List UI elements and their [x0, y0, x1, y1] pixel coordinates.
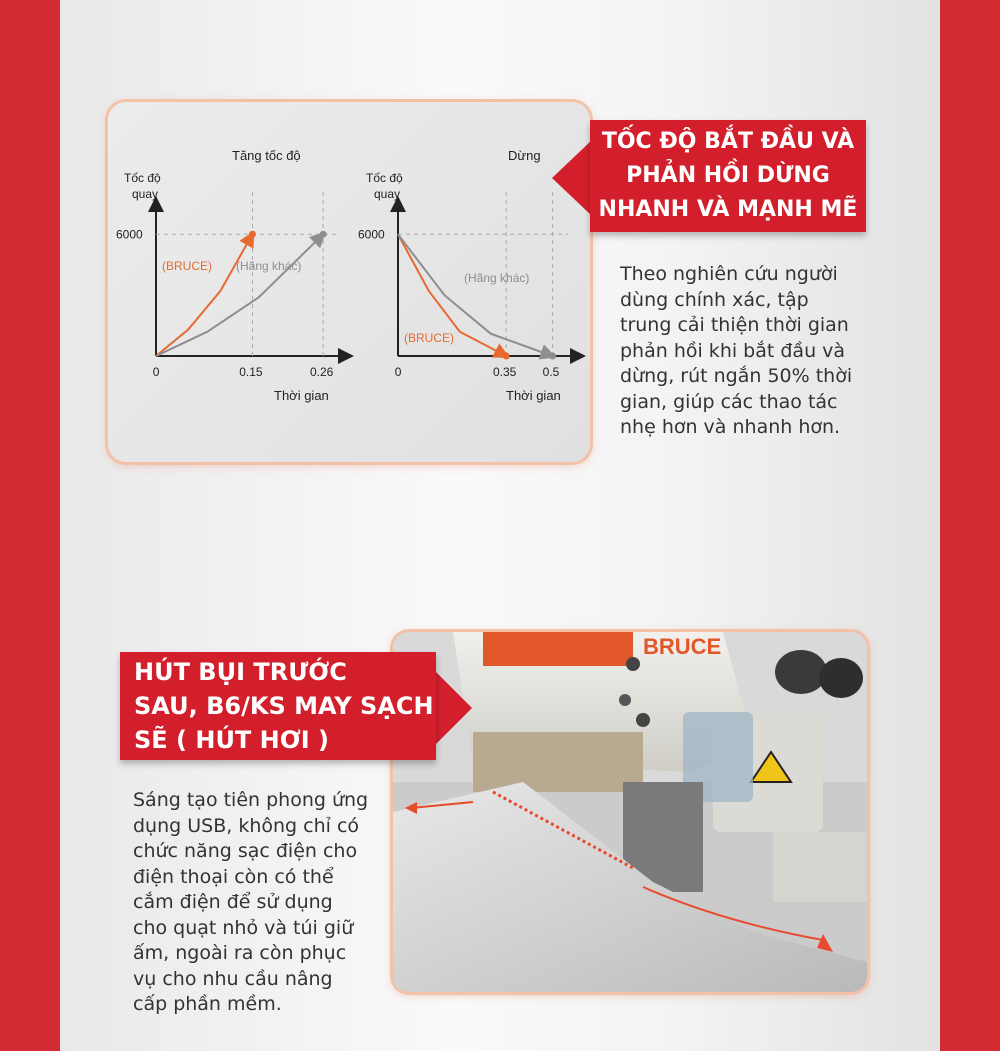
chart-title: Dừng	[508, 148, 541, 163]
series-line	[156, 234, 323, 356]
section2-description: Sáng tạo tiên phong ứng dụng USB, không chỉ có chức năng sạc điện cho điện thoại còn có thể cắm điện để sử dụng cho quạt nhỏ và túi giữ ấm, ngoài ra còn phục vụ cho nhu cầu nâng cấp phần mềm.	[133, 789, 369, 1015]
section2-heading	[120, 652, 436, 760]
section2-heading-line: SẼ ( HÚT HƠI )	[134, 726, 329, 754]
x-axis-label: Thời gian	[274, 388, 329, 403]
y-tick-label: 6000	[116, 227, 143, 242]
section1-heading-line: NHANH VÀ MẠNH MẼ	[598, 197, 858, 222]
data-point	[503, 353, 510, 360]
x-tick-label: 0.26	[309, 365, 334, 379]
y-axis-label: Tốc độ	[124, 171, 161, 185]
y-axis-label: quay	[374, 187, 401, 201]
y-tick-label: 6000	[358, 227, 385, 242]
x-tick-label: 0.35	[492, 365, 517, 379]
section2-heading-line: SAU, B6/KS MAY SẠCH	[134, 692, 434, 720]
section2-heading-line: HÚT BỤI TRƯỚC	[134, 658, 347, 686]
x-tick-label: 0	[394, 365, 402, 379]
section1-heading-line: TỐC ĐỘ BẮT ĐẦU VÀ	[601, 129, 855, 154]
series-label: (Hãng khác)	[236, 259, 302, 273]
section1-heading-line: PHẢN HỒI DỪNG	[626, 163, 830, 188]
series-label: (Hãng khác)	[464, 271, 530, 285]
series-label: (BRUCE)	[404, 331, 454, 345]
series-line	[156, 234, 252, 356]
series-label: (BRUCE)	[162, 259, 212, 273]
speed-response-charts	[108, 102, 590, 462]
y-axis-label: Tốc độ	[366, 171, 403, 185]
speed-chart-card	[108, 102, 590, 462]
brand-logo: BRUCE	[643, 634, 722, 659]
chart-title: Tăng tốc độ	[232, 148, 301, 163]
data-point	[549, 353, 556, 360]
heading-pointer	[552, 140, 592, 216]
section1-description: Theo nghiên cứu người dùng chính xác, tập trung cải thiện thời gian phản hồi khi bắt đầu và dừng, rút ngắn 50% thời gian, giúp các thao tác nhẹ hơn và nhanh hơn.	[620, 263, 853, 438]
x-tick-label: 0.5	[542, 365, 560, 379]
x-tick-label: 0.15	[239, 365, 263, 379]
section1-heading	[590, 120, 866, 232]
heading-pointer	[436, 672, 472, 744]
data-point	[249, 231, 256, 238]
x-tick-label: 0	[152, 365, 160, 379]
x-axis-label: Thời gian	[506, 388, 561, 403]
y-axis-label: quay	[132, 187, 159, 201]
data-point	[320, 231, 327, 238]
